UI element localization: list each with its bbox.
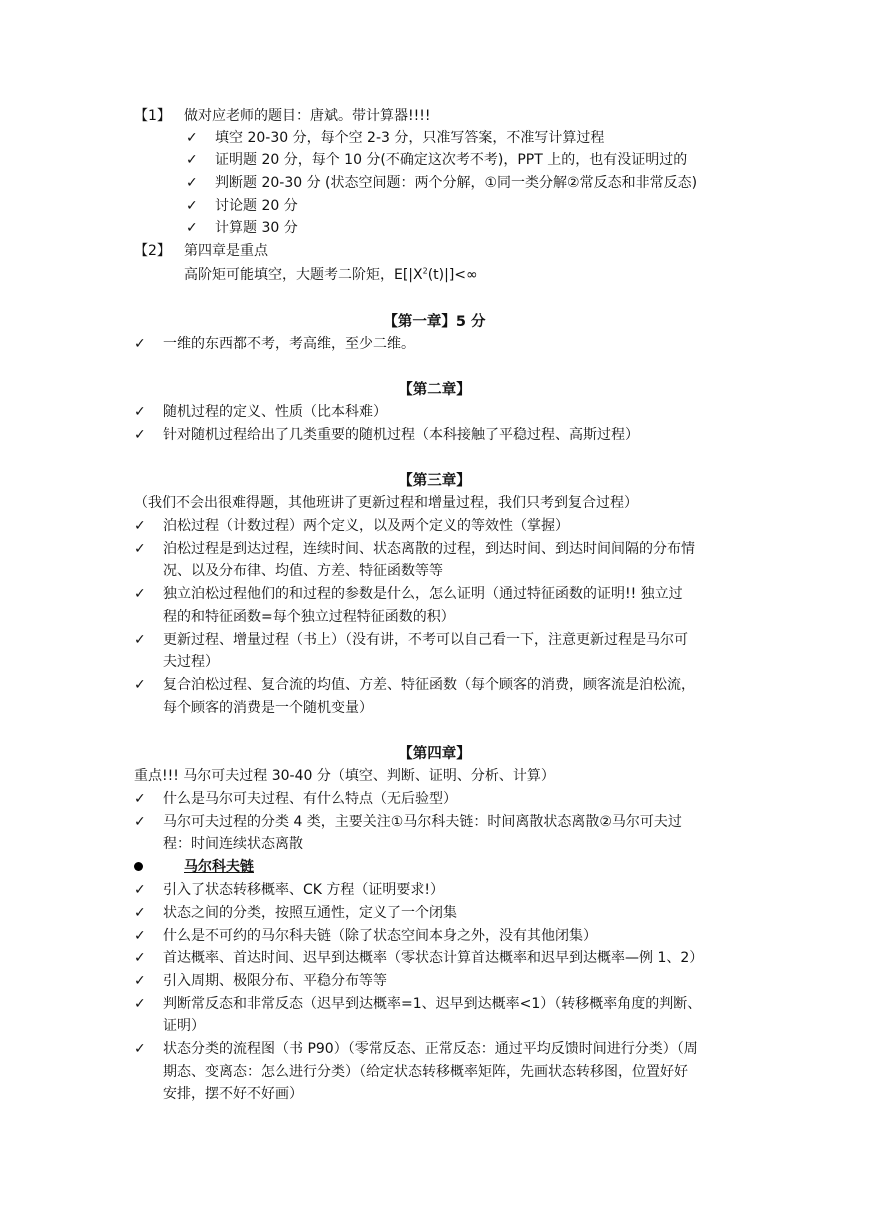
ch4-item-cont: 安排，摆不好不好画） bbox=[163, 1086, 303, 1102]
section-title-2: 第四章是重点 bbox=[184, 243, 268, 259]
check-icon: ✓ bbox=[134, 905, 146, 921]
ch4-item-cont: 期态、变离态：怎么进行分类）（给定状态转移概率矩阵，先画状态转移图，位置好好 bbox=[163, 1064, 688, 1080]
bullet-icon bbox=[134, 862, 143, 871]
ch4-item: 引入了状态转移概率、CK 方程（证明要求!） bbox=[163, 882, 445, 898]
chapter-heading-3: 【第三章】 bbox=[398, 473, 471, 489]
check-icon: ✓ bbox=[134, 336, 146, 352]
section-title-1: 做对应老师的题目：唐斌。带计算器!!!! bbox=[184, 108, 431, 124]
check-icon: ✓ bbox=[134, 996, 146, 1012]
chapter-heading-1: 【第一章】5 分 bbox=[383, 314, 486, 330]
ch3-item: 复合泊松过程、复合流的均值、方差、特征函数（每个顾客的消费，顾客流是泊松流， bbox=[163, 677, 695, 693]
check-icon: ✓ bbox=[134, 518, 146, 534]
sec2-formula-line bbox=[184, 265, 478, 285]
ch4-item-cont: 程：时间连续状态离散 bbox=[163, 836, 303, 852]
ch4-intro: 重点!!! 马尔可夫过程 30-40 分（填空、判断、证明、分析、计算） bbox=[134, 768, 555, 784]
check-icon: ✓ bbox=[134, 1041, 146, 1057]
chapter-heading-4: 【第四章】 bbox=[398, 746, 471, 762]
check-icon: ✓ bbox=[134, 427, 146, 443]
ch3-intro: （我们不会出很难得题，其他班讲了更新过程和增量过程，我们只考到复合过程） bbox=[134, 495, 638, 511]
ch3-item-cont: 程的和特征函数=每个独立过程特征函数的积） bbox=[163, 609, 455, 625]
check-icon: ✓ bbox=[134, 541, 146, 557]
ch1-item: 一维的东西都不考，考高维，至少二维。 bbox=[163, 336, 415, 352]
section-marker-1: 【1】 bbox=[134, 108, 171, 124]
check-icon: ✓ bbox=[134, 404, 146, 420]
check-icon: ✓ bbox=[134, 677, 146, 693]
formula-superscript: 2 bbox=[422, 266, 428, 276]
ch4-item-cont: 证明） bbox=[163, 1018, 205, 1034]
ch4-item: 什么是不可约的马尔科夫链（除了状态空间本身之外，没有其他闭集） bbox=[163, 928, 597, 944]
formula-text: (t)|]<∞ bbox=[427, 267, 478, 283]
section-marker-2: 【2】 bbox=[134, 243, 171, 259]
ch3-item-cont: 夫过程） bbox=[163, 654, 219, 670]
ch3-item-cont: 况、以及分布律、均值、方差、特征函数等等 bbox=[163, 563, 443, 579]
ch4-item: 判断常反态和非常反态（迟早到达概率=1、迟早到达概率<1）（转移概率角度的判断、 bbox=[163, 996, 702, 1012]
check-icon: ✓ bbox=[134, 950, 146, 966]
check-icon: ✓ bbox=[186, 130, 198, 146]
check-icon: ✓ bbox=[134, 928, 146, 944]
ch4-item: 马尔可夫过程的分类 4 类，主要关注①马尔科夫链：时间离散状态离散②马尔可夫过 bbox=[163, 814, 682, 830]
ch2-item: 随机过程的定义、性质（比本科难） bbox=[163, 404, 387, 420]
ch4-item: 状态之间的分类，按照互通性，定义了一个闭集 bbox=[163, 905, 457, 921]
ch4-item: 首达概率、首达时间、迟早到达概率（零状态计算首达概率和迟早到达概率—例 1、2） bbox=[163, 950, 704, 966]
ch4-item: 状态分类的流程图（书 P90）（零常反态、正常反态：通过平均反馈时间进行分类）（周 bbox=[163, 1041, 698, 1057]
chapter-heading-2: 【第二章】 bbox=[398, 382, 471, 398]
sec1-item: 判断题 20-30 分 (状态空间题：两个分解，①同一类分解②常反态和非常反态) bbox=[215, 175, 698, 191]
sec1-item: 证明题 20 分，每个 10 分(不确定这次考不考)，PPT 上的，也有没证明过的 bbox=[215, 152, 688, 168]
ch3-item: 泊松过程（计数过程）两个定义，以及两个定义的等效性（掌握） bbox=[163, 518, 569, 534]
ch4-subheading: 马尔科夫链 bbox=[184, 859, 254, 875]
sec1-item: 计算题 30 分 bbox=[215, 220, 298, 236]
ch3-item: 独立泊松过程他们的和过程的参数是什么，怎么证明（通过特征函数的证明!! 独立过 bbox=[163, 586, 683, 602]
check-icon: ✓ bbox=[186, 220, 198, 236]
check-icon: ✓ bbox=[134, 973, 146, 989]
ch4-item: 引入周期、极限分布、平稳分布等等 bbox=[163, 973, 387, 989]
check-icon: ✓ bbox=[186, 152, 198, 168]
ch4-item: 什么是马尔可夫过程、有什么特点（无后验型） bbox=[163, 791, 457, 807]
check-icon: ✓ bbox=[134, 882, 146, 898]
check-icon: ✓ bbox=[186, 175, 198, 191]
ch3-item-cont: 每个顾客的消费是一个随机变量） bbox=[163, 700, 373, 716]
check-icon: ✓ bbox=[186, 198, 198, 214]
sec1-item: 填空 20-30 分，每个空 2-3 分，只准写答案，不准写计算过程 bbox=[215, 130, 605, 146]
sec1-item: 讨论题 20 分 bbox=[215, 198, 298, 214]
ch3-item: 泊松过程是到达过程，连续时间、状态离散的过程，到达时间、到达时间间隔的分布情 bbox=[163, 541, 695, 557]
check-icon: ✓ bbox=[134, 791, 146, 807]
check-icon: ✓ bbox=[134, 814, 146, 830]
check-icon: ✓ bbox=[134, 586, 146, 602]
ch2-item: 针对随机过程给出了几类重要的随机过程（本科接触了平稳过程、高斯过程） bbox=[163, 427, 639, 443]
ch3-item: 更新过程、增量过程（书上）（没有讲，不考可以自己看一下，注意更新过程是马尔可 bbox=[163, 632, 688, 648]
check-icon: ✓ bbox=[134, 632, 146, 648]
formula-text: 高阶矩可能填空，大题考二阶矩，E[|X bbox=[184, 267, 423, 283]
